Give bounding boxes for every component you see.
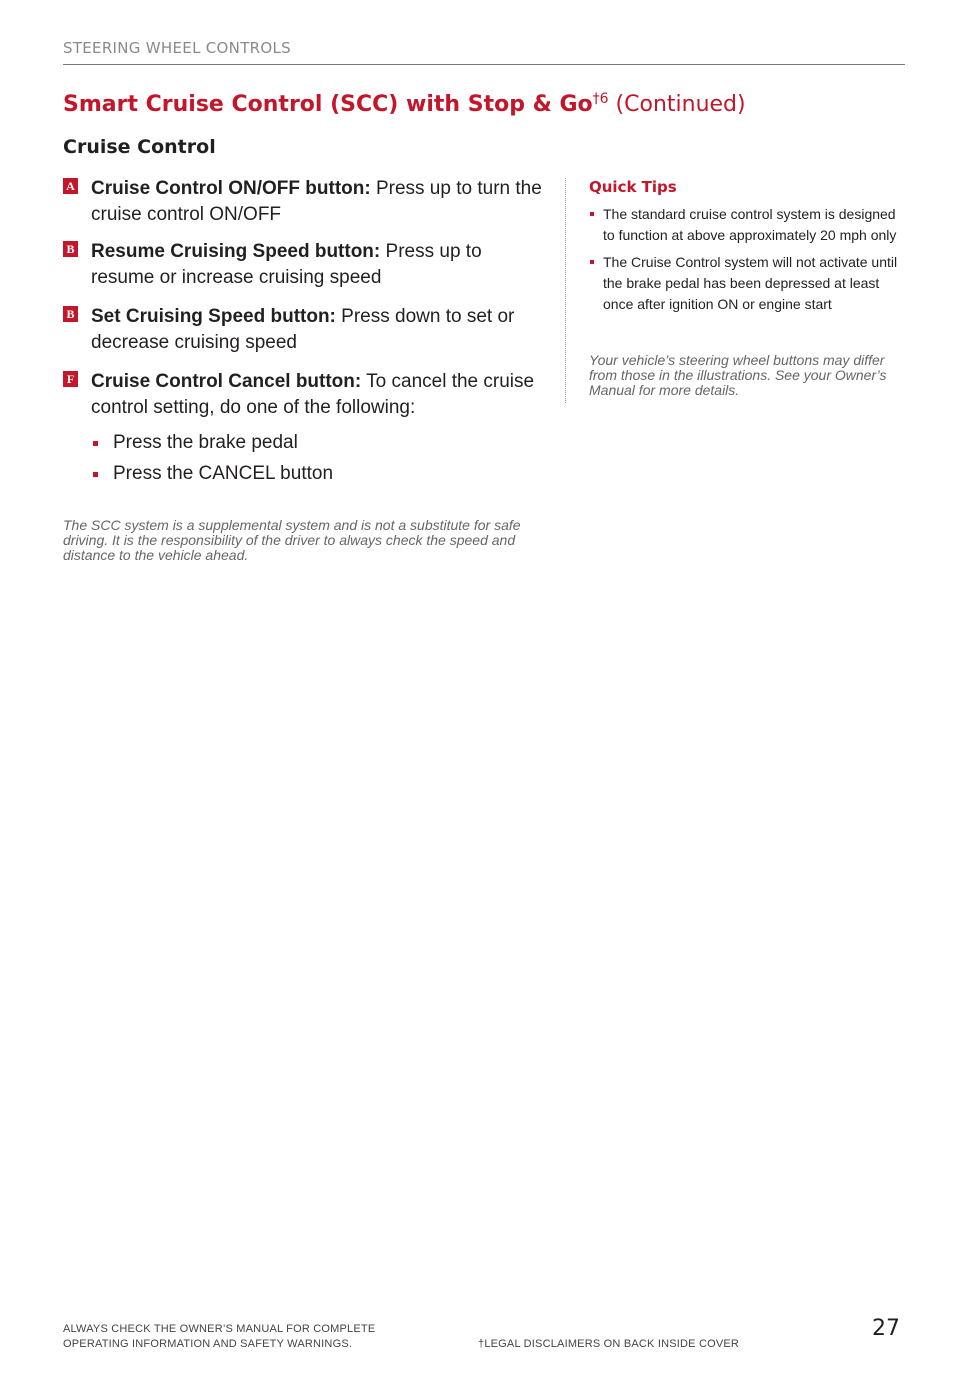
page-title-main: Smart Cruise Control (SCC) with Stop & Go bbox=[63, 92, 593, 117]
page-title bbox=[63, 92, 746, 117]
section-header-label: STEERING WHEEL CONTROLS bbox=[63, 39, 291, 57]
item-description: Press up to turn the cruise control ON/OFF bbox=[91, 178, 542, 225]
page-title-superscript: †6 bbox=[592, 91, 609, 107]
badge-b: B bbox=[63, 241, 78, 257]
tip-text: The Cruise Control system will not activate until the brake pedal has been depressed at least once after ignition ON or engine start bbox=[603, 254, 898, 312]
steering-buttons-note: Your vehicle’s steering wheel buttons may differ from those in the illustrations. See your Owner’s Manual for more details. bbox=[589, 352, 887, 398]
bullet-square-icon bbox=[93, 441, 98, 446]
header-divider bbox=[63, 64, 905, 65]
list-item-text: Press the CANCEL button bbox=[113, 463, 334, 484]
footer-warning-line1: ALWAYS CHECK THE OWNER’S MANUAL FOR COMPLETE bbox=[63, 1323, 376, 1335]
bullet-square-icon bbox=[93, 472, 98, 477]
tip-item bbox=[589, 204, 899, 246]
quick-tips-title: Quick Tips bbox=[589, 178, 677, 196]
cancel-options-list bbox=[91, 430, 531, 492]
item-set-button bbox=[63, 304, 543, 356]
bullet-square-icon bbox=[590, 212, 594, 216]
item-label: Set Cruising Speed button: bbox=[91, 306, 336, 327]
item-label: Cruise Control ON/OFF button: bbox=[91, 178, 371, 199]
badge-f: F bbox=[63, 371, 78, 387]
item-description: Press down to set or decrease cruising speed bbox=[91, 306, 515, 353]
list-item bbox=[91, 461, 531, 487]
item-text bbox=[91, 369, 543, 421]
footer-warning-line2: OPERATING INFORMATION AND SAFETY WARNINGS. bbox=[63, 1338, 353, 1350]
list-item-text: Press the brake pedal bbox=[113, 432, 298, 453]
item-resume-button bbox=[63, 239, 543, 291]
bullet-square-icon bbox=[590, 260, 594, 264]
item-text bbox=[91, 176, 543, 228]
item-label: Cruise Control Cancel button: bbox=[91, 371, 362, 392]
scc-disclaimer: The SCC system is a supplemental system and is not a substitute for safe driving. It is the responsibility of the driver to always check the speed and distance to the vehicle ahead. bbox=[63, 517, 521, 563]
item-text bbox=[91, 304, 543, 356]
column-divider bbox=[565, 178, 566, 403]
tip-item bbox=[589, 252, 899, 315]
footer-warning bbox=[63, 1322, 375, 1352]
item-cancel-button bbox=[63, 369, 543, 421]
item-description: Press up to resume or increase cruising speed bbox=[91, 241, 482, 288]
quick-tips-list bbox=[589, 204, 899, 321]
page-number: 27 bbox=[872, 1316, 900, 1341]
tip-text: The standard cruise control system is designed to function at above approximately 20 mph only bbox=[603, 206, 897, 243]
item-on-off-button bbox=[63, 176, 543, 228]
item-description: To cancel the cruise control setting, do one of the following: bbox=[91, 371, 535, 418]
item-text bbox=[91, 239, 543, 291]
list-item bbox=[91, 430, 531, 456]
subsection-title: Cruise Control bbox=[63, 136, 216, 158]
item-label: Resume Cruising Speed button: bbox=[91, 241, 381, 262]
page-title-suffix: (Continued) bbox=[608, 92, 746, 117]
footer-legal-note: †LEGAL DISCLAIMERS ON BACK INSIDE COVER bbox=[478, 1338, 740, 1350]
badge-b: B bbox=[63, 306, 78, 322]
badge-a: A bbox=[63, 178, 78, 194]
